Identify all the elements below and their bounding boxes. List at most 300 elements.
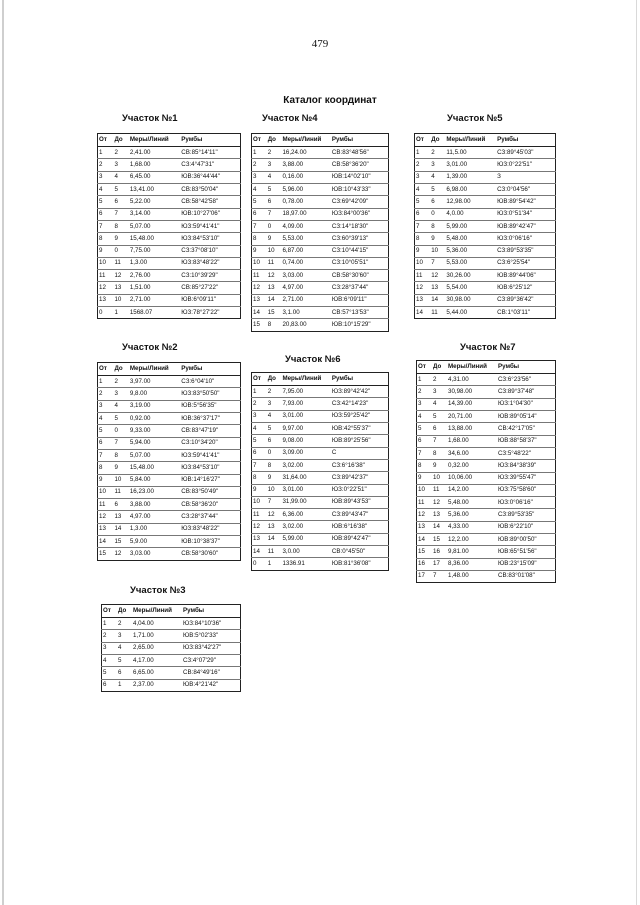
table-cell: ЮВ:6°16'38" (331, 521, 389, 533)
table-cell: СЗ:69°42'09" (331, 196, 389, 208)
table-cell: 30,26.00 (445, 270, 496, 282)
table-row (98, 257, 241, 269)
table-cell: 3,03.00 (129, 548, 180, 560)
table-row (98, 400, 241, 412)
table-cell: 3,97.00 (129, 377, 151, 385)
table-row (252, 509, 389, 521)
table-cell: 5 (117, 655, 132, 667)
table-cell: 2 (431, 148, 435, 156)
table-row (415, 171, 556, 183)
column-header: Меры/Линий (281, 134, 330, 147)
table-cell: 5,07.00 (129, 220, 180, 232)
table-cell: 0,92.00 (129, 413, 180, 425)
table-row (98, 220, 241, 232)
table-cell: 9 (98, 474, 114, 486)
table-cell: 10 (430, 245, 445, 257)
table-row (417, 534, 556, 546)
table-cell: СЗ:28°37'44" (180, 511, 240, 523)
table-cell: 12 (417, 509, 433, 521)
table-cell: 3 (415, 171, 431, 183)
table-row (417, 484, 556, 496)
table-header-row (98, 134, 241, 147)
table-cell: СВ:58°42'58" (180, 196, 240, 208)
table-cell: ЮВ:65°51'56" (497, 546, 556, 558)
table-cell: 2 (114, 377, 118, 385)
table-cell: 5 (113, 413, 128, 425)
table-cell: 3 (432, 386, 447, 398)
table-row (252, 386, 389, 398)
table-cell: 11 (252, 270, 267, 282)
table-cell: 12 (98, 511, 114, 523)
table-cell: 1 (253, 387, 257, 395)
table-cell: СЗ:6°04'10" (181, 377, 215, 385)
table-cell: 3,1.00 (281, 307, 330, 319)
column-header: Меры/Линий (447, 361, 497, 374)
table-cell: ЮВ:81°36'08" (331, 558, 389, 570)
table-cell: 6 (252, 447, 267, 459)
table-row (252, 245, 389, 257)
table-cell: 10 (252, 496, 267, 508)
table-cell: 3 (117, 630, 132, 642)
table-cell: 9 (417, 472, 433, 484)
table-cell: 6,87.00 (281, 245, 330, 257)
table-cell: 16 (417, 558, 433, 570)
table-cell: 10 (267, 245, 282, 257)
table-cell: 12 (267, 509, 282, 521)
table-cell: 4 (117, 642, 132, 654)
table-cell: СВ:58°36'20" (331, 159, 389, 171)
table-cell: 6 (113, 499, 128, 511)
section-title: Участок №4 (262, 113, 318, 124)
table-row (415, 294, 556, 306)
table-cell: 9 (113, 462, 128, 474)
table-cell: 7 (113, 437, 128, 449)
table-header-row (252, 373, 389, 386)
table-cell: 3 (252, 410, 267, 422)
table-cell: 0,78.00 (281, 196, 330, 208)
table-row (252, 423, 389, 435)
table-cell: 5,9.00 (129, 536, 180, 548)
table-header-row (98, 363, 241, 376)
table-cell: ЮВ:89°25'56" (331, 435, 389, 447)
table-cell: 15,48.00 (129, 462, 180, 474)
table-cell: 8 (98, 233, 114, 245)
table-cell: 2 (98, 388, 114, 400)
table-cell: 4,0.00 (445, 208, 496, 220)
table-row (415, 220, 556, 232)
table-row (98, 208, 241, 220)
table-row (98, 474, 241, 486)
coordinate-table (416, 360, 556, 583)
table-cell: СВ:42°17'05" (497, 423, 556, 435)
table-cell: 11 (267, 546, 282, 558)
coordinate-table (414, 133, 556, 319)
table-cell: 6 (430, 196, 445, 208)
table-header-row (417, 361, 556, 374)
table-cell: 17 (432, 558, 447, 570)
table-cell: 7 (430, 257, 445, 269)
table-cell: ЮЗ:0°06'16" (497, 497, 556, 509)
table-cell: 1,51.00 (129, 282, 180, 294)
table-cell: СЗ:10°39'29" (180, 270, 240, 282)
table-cell: 3,02.00 (281, 521, 330, 533)
table-cell: СВ:0°45'50" (331, 546, 389, 558)
table-cell: 4 (267, 410, 282, 422)
table-cell: 1,3.00 (129, 523, 180, 535)
table-row (98, 449, 241, 461)
section-title: Участок №2 (122, 342, 178, 353)
table-cell: 4,97.00 (281, 282, 330, 294)
table-row (98, 171, 241, 183)
table-cell: 17 (417, 570, 433, 582)
table-cell: 2 (98, 159, 114, 171)
table-cell: 3,88.00 (129, 499, 180, 511)
table-cell: 0 (267, 220, 282, 232)
table-row (252, 558, 389, 570)
table-cell: 30,98.00 (447, 386, 497, 398)
table-cell: 2 (114, 148, 118, 156)
table-cell: СЗ:6°25'54" (496, 257, 555, 269)
column-header: Румбы (331, 373, 389, 386)
table-row (417, 411, 556, 423)
table-cell: 6,98.00 (445, 184, 496, 196)
table-cell: СВ:58°30'60" (331, 270, 389, 282)
table-cell: 5,48.00 (447, 497, 497, 509)
table-cell: ЮЗ:0°22'51" (496, 159, 555, 171)
table-cell: ЮЗ:59°41'41" (180, 220, 240, 232)
table-cell: СЗ:4°47'31" (180, 159, 240, 171)
table-cell: СЗ:10°34'20" (180, 437, 240, 449)
column-header: От (417, 361, 433, 374)
table-cell: 5,96.00 (281, 184, 330, 196)
table-row (415, 245, 556, 257)
table-row (252, 159, 389, 171)
table-cell: 0 (113, 245, 128, 257)
table-row (417, 423, 556, 435)
table-cell: ЮЗ:83°42'27" (182, 642, 241, 654)
table-row (102, 667, 241, 679)
table-cell: 8 (113, 449, 128, 461)
coordinate-table (97, 362, 241, 561)
table-cell: 5 (430, 184, 445, 196)
column-header: От (252, 134, 267, 147)
table-cell: ЮЗ:89°42'42" (331, 387, 371, 395)
table-cell: ЮВ:89°44'06" (496, 270, 555, 282)
scan-edge-left (2, 0, 4, 905)
table-cell: 13,88.00 (447, 423, 497, 435)
table-cell: 6 (415, 208, 431, 220)
table-row (252, 220, 389, 232)
table-cell: 10 (98, 257, 114, 269)
table-cell: 12 (267, 270, 282, 282)
column-header: До (432, 361, 447, 374)
table-cell: ЮЗ:83°48'22" (180, 257, 240, 269)
table-cell: 2 (417, 386, 433, 398)
table-cell: 3,0.00 (281, 546, 330, 558)
table-cell: 1 (253, 148, 257, 156)
table-cell: 1 (99, 377, 103, 385)
table-cell: 1,68.00 (447, 435, 497, 447)
table-cell: СВ:85°14'11" (181, 148, 218, 156)
table-cell: 1336.91 (281, 558, 330, 570)
table-cell: 14 (252, 307, 267, 319)
table-row (98, 233, 241, 245)
table-cell: ЮВ:14°02'10" (331, 171, 389, 183)
table-cell: 8 (267, 319, 282, 331)
table-cell: 10,06.00 (447, 472, 497, 484)
table-cell: ЮВ:89°05'14" (497, 411, 556, 423)
table-cell: 6 (113, 196, 128, 208)
table-row (417, 570, 556, 582)
table-row (98, 413, 241, 425)
table-cell: 2,65.00 (132, 642, 182, 654)
table-cell: 13 (267, 282, 282, 294)
table-cell: 5,48.00 (445, 233, 496, 245)
table-cell: 8 (252, 233, 267, 245)
table-cell: 4,04.00 (133, 619, 154, 627)
table-cell: 5 (98, 196, 114, 208)
table-cell: 7 (415, 220, 431, 232)
table-row (98, 462, 241, 474)
column-header: От (98, 134, 114, 147)
table-cell: 9 (432, 460, 447, 472)
table-cell: ЮВ:42°55'37" (331, 423, 389, 435)
table-cell: ЮЗ:84°00'36" (331, 208, 389, 220)
table-cell: 1 (418, 375, 422, 383)
table-cell: ЮВ:5°02'33" (182, 630, 241, 642)
page-number: 479 (311, 38, 329, 50)
table-cell: ЮВ:4°21'42" (182, 679, 241, 691)
table-cell: СЗ:5°48'22" (497, 447, 556, 459)
column-header: Меры/Линий (132, 605, 182, 618)
table-row (98, 307, 241, 319)
column-header: До (113, 134, 128, 147)
table-cell: СЗ:89°36'42" (496, 294, 555, 306)
table-cell: 15 (113, 536, 128, 548)
table-cell: 0 (430, 208, 445, 220)
table-row (415, 270, 556, 282)
table-cell: 20,83.00 (281, 319, 330, 331)
table-cell: 7 (98, 449, 114, 461)
table-cell: ЮВ:10°27'06" (180, 208, 240, 220)
table-cell: 5 (417, 423, 433, 435)
table-cell: ЮЗ:1°04'30" (497, 398, 556, 410)
coordinate-table (101, 604, 241, 692)
table-cell: СЗ:60°39'13" (331, 233, 389, 245)
table-cell: 1 (99, 148, 103, 156)
table-row (417, 460, 556, 472)
table-cell: 31,99.00 (281, 496, 330, 508)
column-header: Румбы (180, 363, 240, 376)
table-cell: 6 (267, 196, 282, 208)
table-cell: 7 (252, 220, 267, 232)
column-header: Румбы (331, 134, 389, 147)
section-title: Участок №5 (447, 113, 503, 124)
table-cell: 12 (432, 497, 447, 509)
table-row (252, 435, 389, 447)
table-cell: 4,31.00 (448, 375, 469, 383)
table-cell: 5 (267, 184, 282, 196)
table-cell: 1,39.00 (445, 171, 496, 183)
table-row (417, 398, 556, 410)
table-cell: 1 (117, 679, 132, 691)
table-cell: 7 (252, 459, 267, 471)
column-header: До (117, 605, 132, 618)
table-cell: 8 (113, 220, 128, 232)
table-cell: ЮЗ:75°58'60" (497, 484, 556, 496)
table-cell: 3 (98, 400, 114, 412)
table-cell: 9 (430, 233, 445, 245)
table-cell: 5 (267, 423, 282, 435)
table-row (102, 618, 241, 630)
table-cell: 1 (113, 307, 128, 319)
table-cell: ЮВ:6°09'11" (180, 294, 240, 306)
table-row (98, 536, 241, 548)
table-cell: 15 (432, 534, 447, 546)
coordinate-table (97, 133, 241, 319)
table-cell: 4 (267, 171, 282, 183)
table-row (252, 521, 389, 533)
column-header: До (430, 134, 445, 147)
table-row (252, 546, 389, 558)
table-cell: 7 (417, 447, 433, 459)
table-row (98, 159, 241, 171)
table-cell: 5,99.00 (281, 533, 330, 545)
table-row (98, 245, 241, 257)
table-cell: 12,2.00 (447, 534, 497, 546)
table-cell: 3,01.00 (445, 159, 496, 171)
table-row (417, 558, 556, 570)
coordinate-table (251, 372, 389, 571)
table-cell: СЗ:10°44'15" (331, 245, 389, 257)
table-row (98, 376, 241, 388)
table-cell: ЮВ:6°22'10" (497, 521, 556, 533)
table-cell: 5,53.00 (281, 233, 330, 245)
table-row (98, 437, 241, 449)
table-row (98, 147, 241, 159)
table-cell: 4 (432, 398, 447, 410)
table-cell: 6 (98, 208, 114, 220)
column-header: От (98, 363, 114, 376)
table-cell: СЗ:14°18'30" (331, 220, 389, 232)
table-row (98, 184, 241, 196)
table-header-row (252, 134, 389, 147)
table-row (102, 642, 241, 654)
table-row (417, 497, 556, 509)
table-cell: 3,19.00 (129, 400, 180, 412)
table-cell: 15 (417, 546, 433, 558)
table-cell: 3,02.00 (281, 459, 330, 471)
table-cell: 5 (415, 196, 431, 208)
table-cell: 2,37.00 (132, 679, 182, 691)
table-row (417, 386, 556, 398)
table-cell: 4 (102, 655, 118, 667)
table-cell: ЮВ:14°16'27" (180, 474, 240, 486)
table-cell: 0,74.00 (281, 257, 330, 269)
table-cell: СВ:1°03'11" (496, 307, 555, 319)
table-cell: 0 (267, 447, 282, 459)
table-row (102, 655, 241, 667)
table-row (415, 257, 556, 269)
table-cell: 11 (113, 257, 128, 269)
table-cell: 13 (113, 511, 128, 523)
table-cell: 5,44.00 (445, 307, 496, 319)
table-cell: 6,36.00 (281, 509, 330, 521)
table-cell: ЮВ:89°54'42" (496, 196, 555, 208)
table-cell: 10 (252, 257, 267, 269)
table-cell: 8 (415, 233, 431, 245)
table-cell: 9,8.00 (129, 388, 180, 400)
table-cell: СЗ:28°37'44" (331, 282, 389, 294)
table-row (252, 447, 389, 459)
table-cell: С (331, 447, 389, 459)
table-cell: 3 (113, 388, 128, 400)
table-cell: 8 (432, 447, 447, 459)
table-cell: 0 (98, 307, 114, 319)
table-cell: 2,71.00 (129, 294, 180, 306)
column-header: Румбы (182, 605, 241, 618)
table-cell: 3,14.00 (129, 208, 180, 220)
table-cell: 18,97.00 (281, 208, 330, 220)
table-cell: 5 (432, 411, 447, 423)
table-cell: 3 (430, 159, 445, 171)
table-row (252, 319, 389, 331)
table-header-row (102, 605, 241, 618)
table-row (252, 459, 389, 471)
column-header: До (267, 134, 282, 147)
table-cell: СВ:85°27'22" (180, 282, 240, 294)
table-cell: 5,94.00 (129, 437, 180, 449)
table-cell: 2 (252, 398, 267, 410)
table-cell: 5 (102, 667, 118, 679)
table-cell: 5,36.00 (445, 245, 496, 257)
table-cell: 6 (117, 667, 132, 679)
table-row (252, 257, 389, 269)
table-cell: 14 (113, 523, 128, 535)
table-cell: СВ:83°50'04" (180, 184, 240, 196)
table-cell: 9 (267, 472, 282, 484)
table-row (252, 533, 389, 545)
table-cell: 4 (98, 413, 114, 425)
table-cell: 2 (118, 619, 122, 627)
table-cell: ЮВ:10°15'29" (331, 319, 389, 331)
table-cell: 2 (415, 159, 431, 171)
table-cell: 10 (113, 294, 128, 306)
table-cell: 13 (417, 521, 433, 533)
table-cell: 16,23.00 (129, 486, 180, 498)
table-cell: 14,2.00 (447, 484, 497, 496)
table-cell: 3 (252, 171, 267, 183)
table-cell: СВ:83°47'19" (180, 425, 240, 437)
table-cell: 8,36.00 (447, 558, 497, 570)
column-header: Меры/Линий (281, 373, 330, 386)
table-cell: ЮВ:36°37'17" (180, 413, 240, 425)
table-cell: 7 (113, 208, 128, 220)
table-cell: 9 (252, 484, 267, 496)
table-cell: ЮЗ:84°38'39" (497, 460, 556, 472)
table-row (98, 511, 241, 523)
column-header: От (102, 605, 118, 618)
table-cell: 30,98.00 (445, 294, 496, 306)
column-header: От (415, 134, 431, 147)
table-cell: З (496, 171, 555, 183)
table-cell: 4 (98, 184, 114, 196)
table-cell: 2 (252, 159, 267, 171)
table-row (415, 159, 556, 171)
table-cell: 3,03.00 (281, 270, 330, 282)
table-cell: ЮЗ:84°53'10" (180, 462, 240, 474)
table-cell: 1568.07 (129, 307, 180, 319)
